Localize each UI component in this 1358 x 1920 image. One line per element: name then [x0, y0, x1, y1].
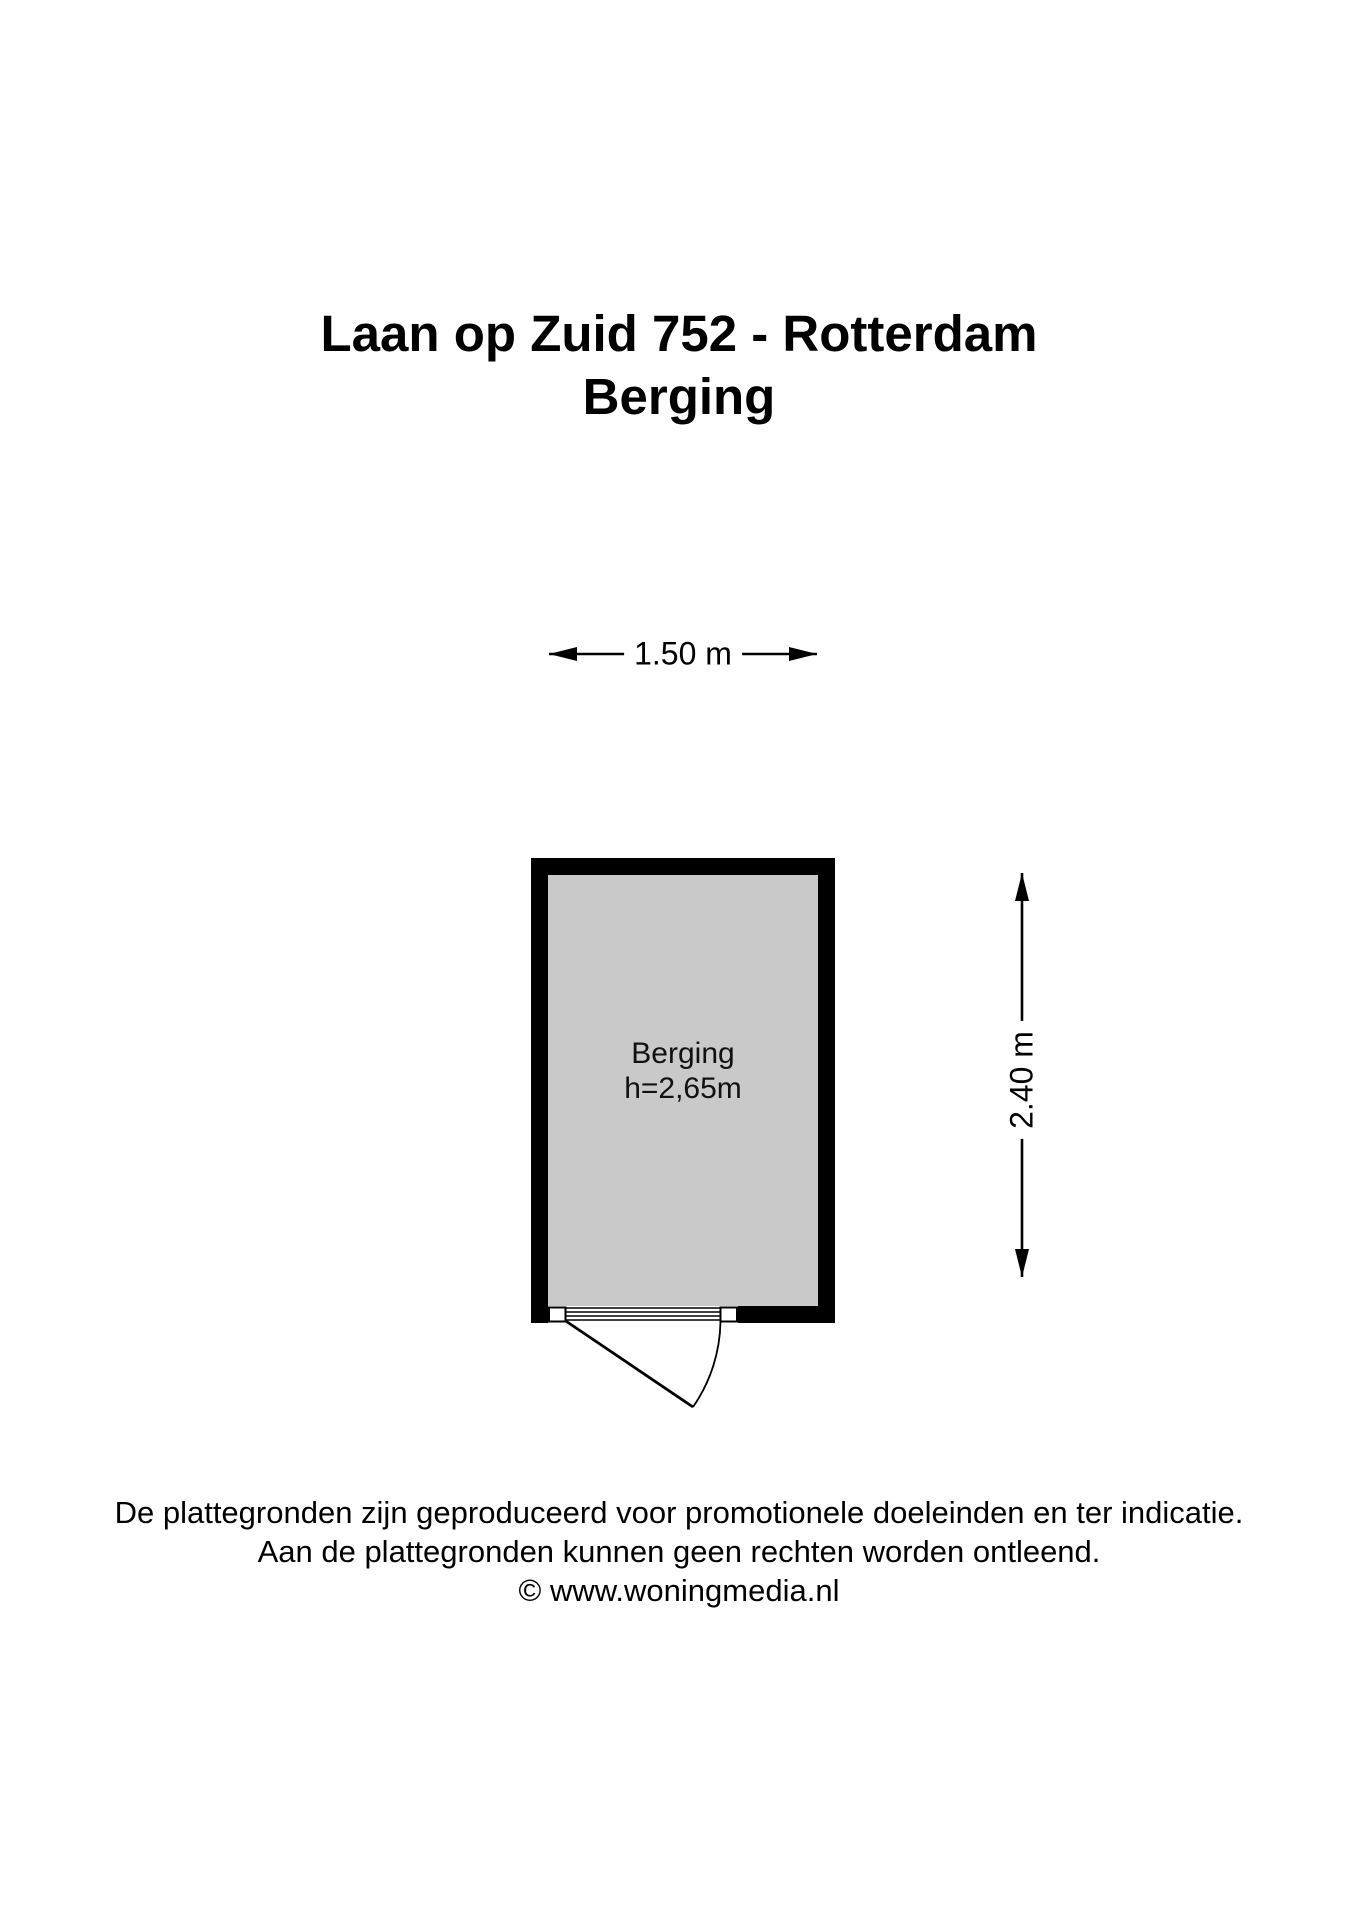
door-leaf	[567, 1322, 694, 1408]
door-jamb-right	[721, 1308, 738, 1322]
door-jamb-left	[549, 1308, 566, 1322]
dimension-width-label: 1.50 m	[624, 634, 742, 675]
arrowhead-left-icon	[549, 647, 577, 661]
arrowhead-up-icon	[1015, 873, 1029, 901]
disclaimer-line-1: De plattegronden zijn geproduceerd voor promotionele doeleinden en ter indicatie.	[114, 1495, 1244, 1530]
disclaimer	[0, 1493, 1358, 1610]
arrowhead-down-icon	[1015, 1249, 1029, 1277]
door-swing-arc	[693, 1322, 721, 1408]
plan-title-address: Laan op Zuid 752 - Rotterdam	[320, 305, 1038, 362]
arrowhead-right-icon	[789, 647, 817, 661]
disclaimer-line-2: Aan de plattegronden kunnen geen rechten worden ontleend.	[257, 1534, 1101, 1569]
copyright-line: © www.woningmedia.nl	[518, 1573, 840, 1608]
room-label	[624, 1036, 742, 1106]
room-name: Berging	[631, 1037, 735, 1070]
room-ceiling-height: h=2,65m	[624, 1072, 742, 1105]
plan-title-room: Berging	[582, 368, 776, 425]
dimension-height-label: 2.40 m	[1002, 1021, 1043, 1139]
